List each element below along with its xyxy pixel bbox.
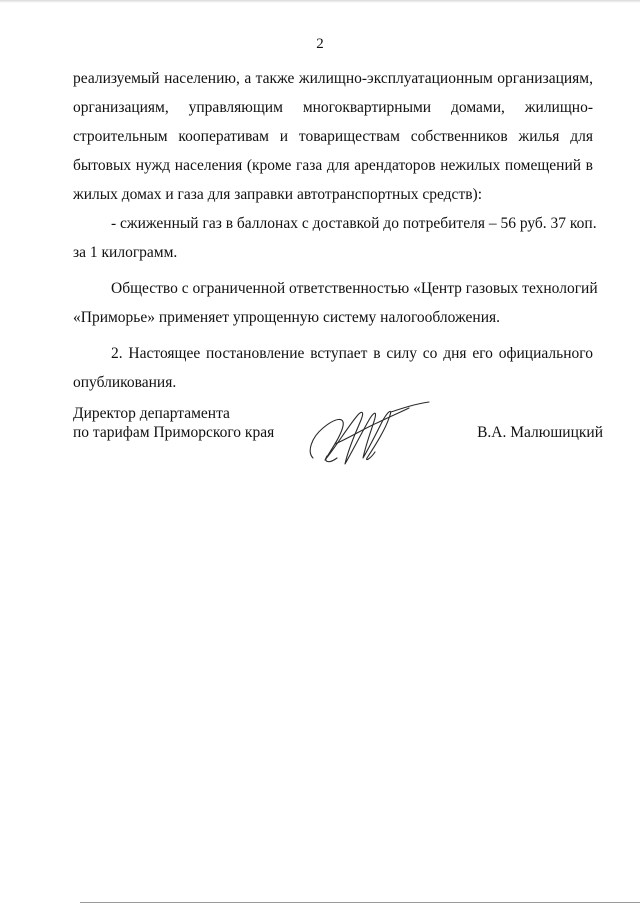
handwritten-signature xyxy=(305,398,433,470)
text-line: организациям, управляющим многоквартирными домами, жилищно- xyxy=(73,99,593,116)
text-line: «Приморье» применяет упрощенную систему налогообложения. xyxy=(73,309,500,326)
scan-edge-top xyxy=(0,0,640,3)
scan-edge-bottom xyxy=(80,902,640,903)
signature-block xyxy=(73,404,603,484)
text-line: за 1 килограмм. xyxy=(73,244,178,261)
text-line: опубликования. xyxy=(73,374,177,391)
text-line: жилых домах и газа для заправки автотранспортных средств): xyxy=(73,186,483,203)
text-line: реализуемый населению, а также жилищно-эксплуатационным организациям, xyxy=(73,70,593,87)
paragraph-effective-date xyxy=(73,339,593,397)
signatory-position xyxy=(73,404,274,442)
paragraph-taxation xyxy=(73,274,598,332)
text-line: бытовых нужд населения (кроме газа для арендаторов нежилых помещений в xyxy=(73,157,593,174)
document-body xyxy=(73,64,598,397)
paragraph-tariff-scope xyxy=(73,64,593,209)
text-line: 2. Настоящее постановление вступает в силу со дня его официального xyxy=(111,345,593,362)
text-line: Общество с ограниченной ответственностью «Центр газовых технологий xyxy=(111,280,598,297)
text-line: - сжиженный газ в баллонах с доставкой до потребителя – 56 руб. 37 коп. xyxy=(111,215,597,232)
page-number: 2 xyxy=(316,36,324,52)
paragraph-price xyxy=(73,209,597,267)
signature-strokes xyxy=(310,402,429,464)
signatory-position-line: Директор департамента xyxy=(73,405,230,422)
text-line: строительным кооперативам и товариществам собственников жилья для xyxy=(73,128,593,145)
signatory-position-line: по тарифам Приморского края xyxy=(73,424,275,441)
signatory-name: В.А. Малюшицкий xyxy=(477,424,603,441)
